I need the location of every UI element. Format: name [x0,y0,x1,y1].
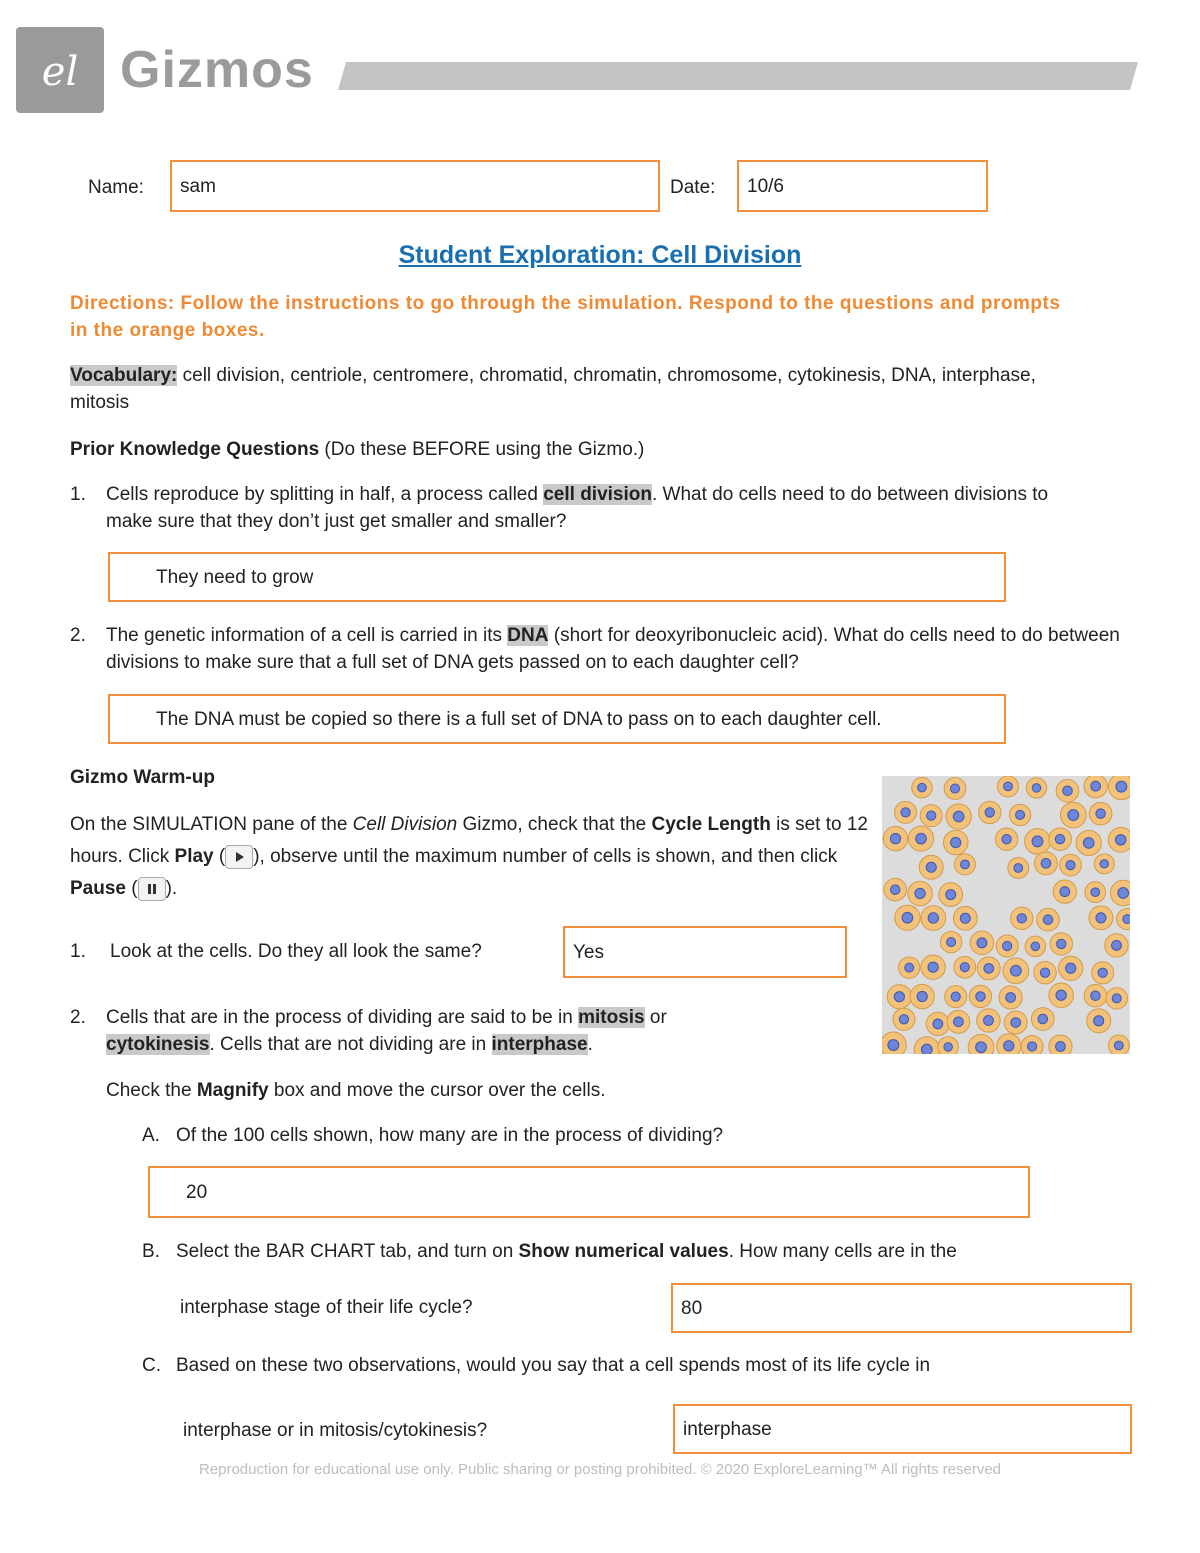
prior-q2-answer-box[interactable] [108,694,1006,744]
cells-icon [882,776,1130,1054]
part-b-answer-box[interactable] [671,1283,1132,1333]
play-icon [225,845,253,869]
prior-heading-note: (Do these BEFORE using the Gizmo.) [319,439,645,460]
logo-text: el [41,49,79,95]
directions-text: Directions: Follow the instructions to go through the simulation. Respond to the questions and prompts in the orange boxes. [70,293,1061,341]
nucleus-icon [951,992,960,1001]
nucleus-icon [918,783,927,792]
part-c-letter: C. [142,1355,161,1376]
part-a-text: Of the 100 cells shown, how many are in the process of dividing? [176,1125,724,1146]
nucleus-icon [921,1044,932,1054]
nucleus-icon [1094,1016,1104,1026]
prior-q2-number: 2. [70,625,86,646]
nucleus-icon [976,1042,987,1053]
vocabulary-terms: cell division, centriole, centromere, chromatid, chromatin, chromosome, cytokinesis, DNA, interphase, mitosis [70,365,1036,413]
page-title: Student Exploration: Cell Division [398,241,802,269]
name-value: sam [180,175,216,197]
nucleus-icon [1118,888,1129,899]
prior-q1-answer: They need to grow [156,566,314,588]
nucleus-icon [1083,838,1094,849]
warmup-heading: Gizmo Warm-up [70,767,215,788]
nucleus-icon [1032,784,1041,793]
nucleus-icon [1060,887,1070,897]
nucleus-icon [891,885,900,894]
brand-name: Gizmos [120,41,314,99]
nucleus-icon [1056,990,1066,1000]
nucleus-icon [927,811,936,820]
part-a-answer-box[interactable] [148,1166,1030,1218]
nucleus-icon [1098,968,1107,977]
nucleus-icon [894,992,904,1002]
warmup-q1-answer: Yes [573,941,604,963]
prior-q2-answer: The DNA must be copied so there is a full set of DNA to pass on to each daughter cell. [156,708,882,730]
term-cytokinesis: cytokinesis [106,1034,210,1055]
nucleus-icon [1056,1042,1066,1052]
nucleus-icon [1096,809,1106,819]
term-dna: DNA [507,625,549,646]
nucleus-icon [1112,994,1121,1003]
nucleus-icon [946,890,956,900]
nucleus-icon [1112,941,1122,951]
part-b-answer: 80 [681,1297,703,1319]
nucleus-icon [976,992,985,1001]
part-b-letter: B. [142,1241,160,1262]
nucleus-icon [984,964,994,974]
nucleus-icon [1043,915,1053,925]
nucleus-icon [1006,993,1016,1003]
nucleus-icon [1091,888,1100,897]
nucleus-icon [1010,965,1021,976]
term-cell-division: cell division [543,484,652,505]
nucleus-icon [1017,914,1026,923]
nucleus-icon [1038,1014,1048,1024]
nucleus-icon [1116,781,1127,792]
date-label: Date: [670,177,716,198]
nucleus-icon [1066,861,1075,870]
nucleus-icon [1057,939,1066,948]
warmup-q1-answer-box[interactable] [563,926,847,978]
nucleus-icon [947,938,956,947]
cell-simulation-image [882,776,1130,1054]
nucleus-icon [1116,835,1126,845]
gizmos-logo-icon [16,27,104,113]
nucleus-icon [1002,834,1011,843]
nucleus-icon [1066,963,1076,973]
nucleus-icon [1031,942,1040,951]
prior-q1-answer-box[interactable] [108,552,1006,602]
nucleus-icon [950,784,959,793]
vocabulary [70,362,1070,416]
nucleus-icon [928,913,938,923]
nucleus-icon [890,833,900,843]
name-label: Name: [88,177,144,198]
nucleus-icon [985,808,994,817]
part-b-text: Select the BAR CHART tab, and turn on Show numerical values. How many cells are in the [176,1241,957,1262]
nucleus-icon [951,837,961,847]
warmup-q1-number: 1. [70,941,86,962]
nucleus-icon [1014,864,1023,873]
nucleus-icon [1003,941,1012,950]
part-a-answer: 20 [186,1181,208,1203]
nucleus-icon [1123,915,1130,924]
part-c-answer: interphase [683,1418,772,1440]
nucleus-icon [1096,913,1106,923]
nucleus-icon [1027,1042,1036,1051]
nucleus-icon [899,1015,908,1024]
nucleus-icon [901,808,910,817]
nucleus-icon [917,991,927,1001]
nucleus-icon [944,1043,953,1052]
date-field[interactable] [737,160,988,212]
warmup-q2-number: 2. [70,1007,86,1028]
prior-knowledge-heading [70,436,1070,463]
nucleus-icon [926,862,936,872]
footer-copyright: Reproduction for educational use only. Public sharing or posting prohibited. © 2020 ExploreLearning™ All rights reserved [198,1461,1002,1478]
nucleus-icon [984,1016,994,1026]
part-c-text: Based on these two observations, would you say that a cell spends most of its life cycle in [176,1355,931,1376]
warmup-q1-text: Look at the cells. Do they all look the same? [110,941,482,962]
nucleus-icon [1011,1018,1021,1028]
nucleus-icon [1040,968,1049,977]
header-banner [338,62,1138,90]
nucleus-icon [1068,810,1079,821]
vocabulary-label: Vocabulary: [70,365,178,386]
nucleus-icon [960,913,970,923]
part-c-text-line2: interphase or in mitosis/cytokinesis? [183,1420,488,1441]
nucleus-icon [977,938,987,948]
nucleus-icon [888,1040,899,1051]
nucleus-icon [1041,858,1051,868]
nucleus-icon [1100,860,1108,868]
nucleus-icon [1016,810,1025,819]
nucleus-icon [915,888,925,898]
nucleus-icon [1063,786,1073,796]
part-b-text-line2: interphase stage of their life cycle? [180,1297,473,1318]
nucleus-icon [960,963,969,972]
nucleus-icon [928,962,938,972]
prior-heading-text: Prior Knowledge Questions [70,439,320,460]
part-c-answer-box[interactable] [673,1404,1132,1454]
nucleus-icon [933,1019,943,1029]
nucleus-icon [916,833,927,844]
nucleus-icon [1004,782,1013,791]
term-mitosis: mitosis [578,1007,645,1028]
nucleus-icon [954,1017,964,1027]
nucleus-icon [1091,781,1101,791]
prior-q2-text: The genetic information of a cell is carried in its DNA (short for deoxyribonucleic acid). What do cells need to do between divisions to make sure that a full set of DNA gets passed on to each daughter cell? [106,625,1120,673]
nucleus-icon [1114,1041,1123,1050]
nucleus-icon [961,860,970,869]
nucleus-icon [902,912,913,923]
name-field[interactable] [170,160,660,212]
nucleus-icon [1004,1041,1014,1051]
warmup-instructions: On the SIMULATION pane of the Cell Division Gizmo, check that the Cycle Length is set to 12 hours. Click Play ( ), observe until the maximum number of cells is shown, and then click Pause ( ). [70,814,868,899]
magnify-instruction: Check the Magnify box and move the cursor over the cells. [106,1080,606,1101]
nucleus-icon [905,963,914,972]
date-value: 10/6 [747,175,784,197]
pause-icon [138,877,166,901]
warmup-q2-text: Cells that are in the process of dividing are said to be in mitosis or cytokinesis. Cells that are not dividing are in interphase. [106,1007,667,1055]
nucleus-icon [1032,836,1043,847]
prior-q1-number: 1. [70,484,86,505]
term-interphase: interphase [491,1034,588,1055]
nucleus-icon [953,811,964,822]
nucleus-icon [1091,991,1101,1001]
nucleus-icon [1055,834,1065,844]
prior-q1-text: Cells reproduce by splitting in half, a process called cell division. What do cells need to do between divisions to make sure that they don’t just get smaller and smaller? [106,484,1049,532]
part-a-letter: A. [142,1125,160,1146]
